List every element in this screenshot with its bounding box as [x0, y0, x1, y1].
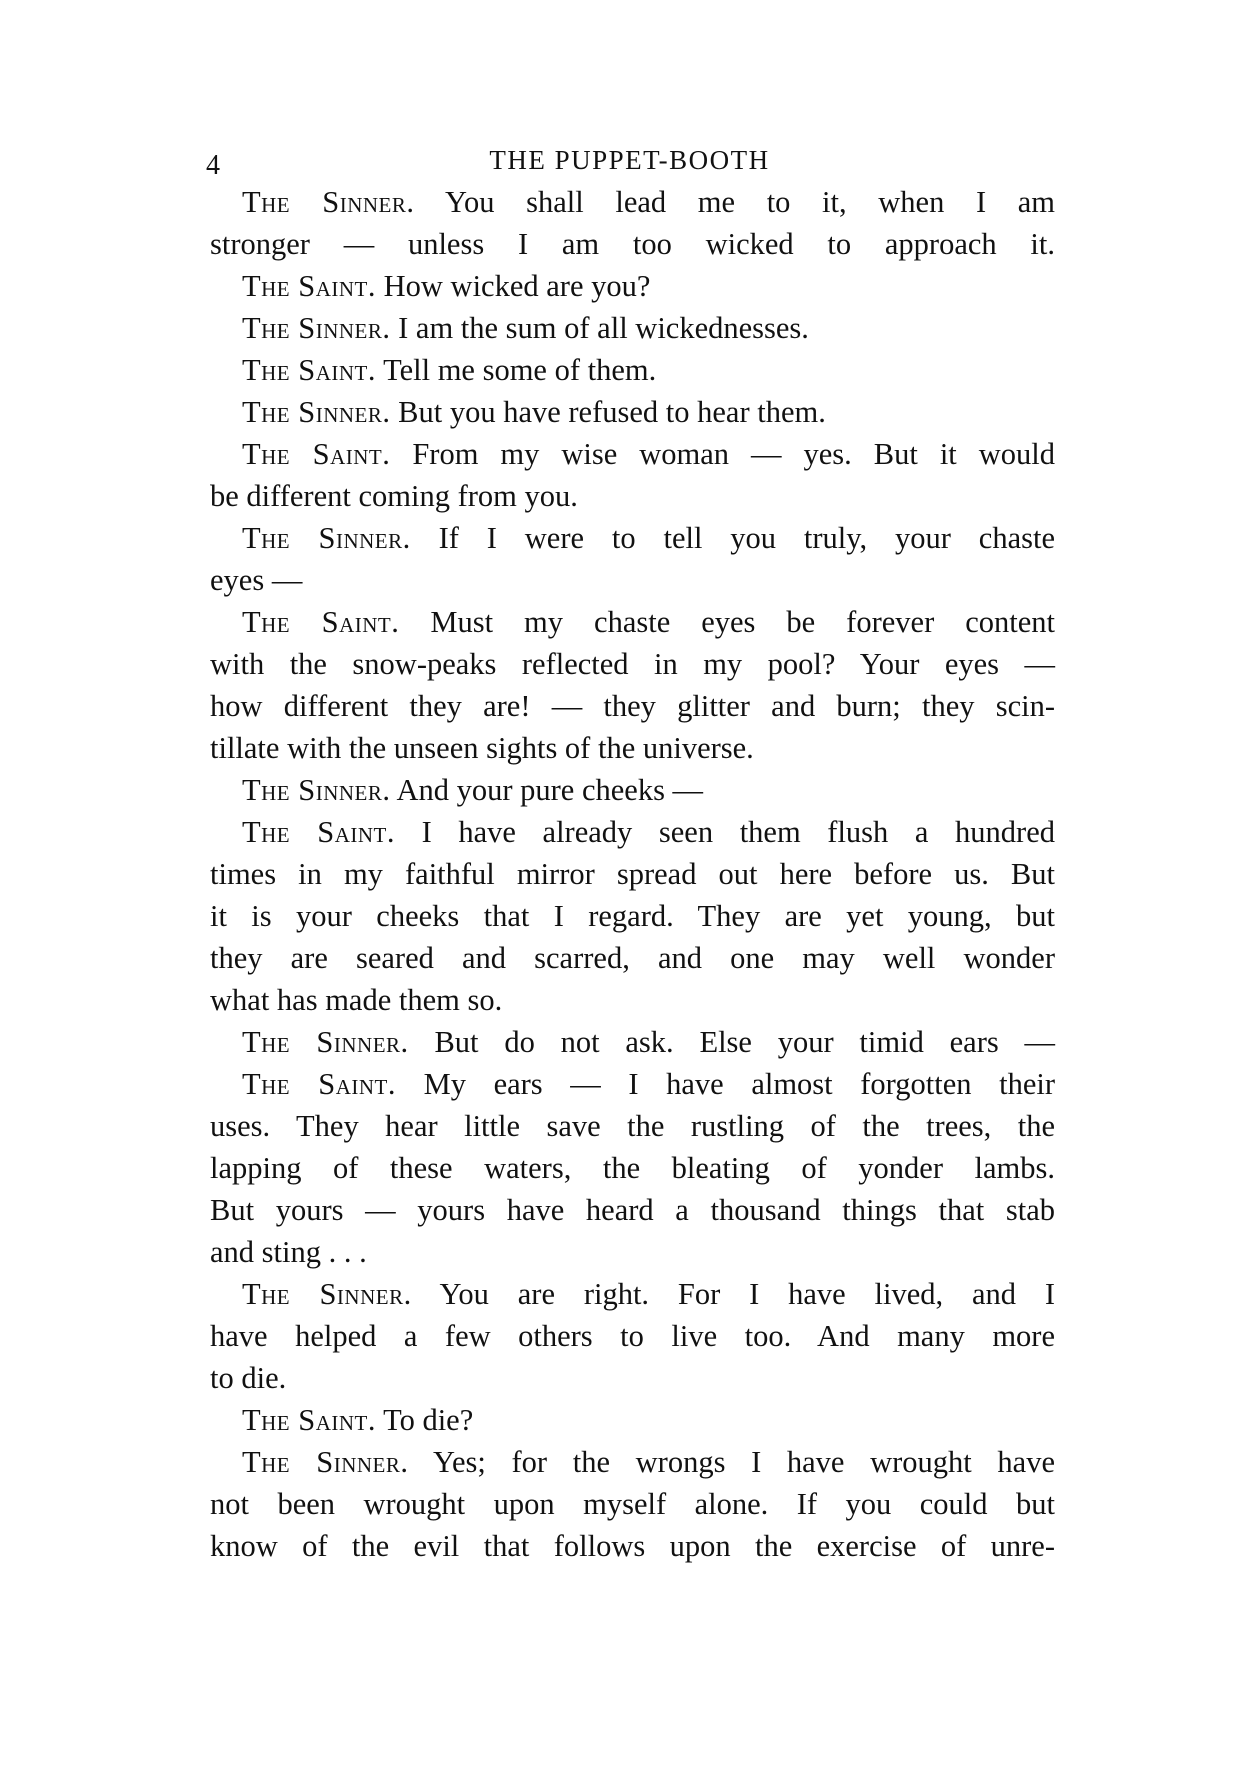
text-line — [210, 937, 1055, 979]
speaker-name: The Sinner. — [242, 1445, 409, 1479]
speaker-name: The Sinner. — [242, 311, 391, 345]
text-line — [242, 1273, 1055, 1315]
line-text: be different coming from you. — [210, 479, 578, 513]
line-text: not been wrought upon myself alone. If you could but — [210, 1487, 1055, 1521]
text-line — [210, 979, 1055, 1021]
text-line — [242, 1441, 1055, 1483]
speaker-name: The Saint. — [242, 815, 395, 849]
line-text: it is your cheeks that I regard. They are yet young, but — [210, 899, 1055, 933]
text-line — [210, 1357, 1055, 1399]
line-text: But you have refused to hear them. — [398, 395, 826, 429]
text-line — [242, 1021, 1055, 1063]
text-line — [242, 181, 1055, 223]
line-text: I have already seen them flush a hundred — [421, 815, 1055, 849]
speaker-name: The Sinner. — [242, 1277, 412, 1311]
line-text: To die? — [383, 1403, 474, 1437]
page-number: 4 — [206, 150, 220, 181]
line-text: I am the sum of all wickednesses. — [398, 311, 809, 345]
line-text: times in my faithful mirror spread out here before us. But — [210, 857, 1055, 891]
text-line — [210, 1189, 1055, 1231]
line-text: Yes; for the wrongs I have wrought have — [433, 1445, 1055, 1479]
line-text: How wicked are you? — [383, 269, 651, 303]
line-text: have helped a few others to live too. And many more — [210, 1319, 1055, 1353]
line-text: uses. They hear little save the rustling of the trees, the — [210, 1109, 1055, 1143]
speaker-name: The Sinner. — [242, 521, 411, 555]
line-text: If I were to tell you truly, your chaste — [438, 521, 1055, 555]
speaker-name: The Saint. — [242, 437, 391, 471]
line-text: with the snow-peaks reflected in my pool? Your eyes — — [210, 647, 1055, 681]
text-line — [210, 643, 1055, 685]
speaker-name: The Saint. — [242, 1067, 396, 1101]
text-line — [242, 265, 1055, 307]
text-line — [242, 1063, 1055, 1105]
text-line — [242, 349, 1055, 391]
line-text: tillate with the unseen sights of the universe. — [210, 731, 754, 765]
text-line — [242, 517, 1055, 559]
text-line — [210, 685, 1055, 727]
speaker-name: The Saint. — [242, 269, 376, 303]
text-line — [210, 853, 1055, 895]
text-line — [210, 1525, 1055, 1567]
line-text: to die. — [210, 1361, 287, 1395]
text-line — [210, 1231, 1055, 1273]
line-text: From my wise woman — yes. But it would — [412, 437, 1056, 471]
line-text: how different they are! — they glitter and burn; they scin- — [210, 689, 1055, 723]
speaker-name: The Sinner. — [242, 395, 391, 429]
text-line — [210, 475, 1055, 517]
text-line — [242, 433, 1055, 475]
text-line — [210, 1315, 1055, 1357]
text-line — [210, 1147, 1055, 1189]
line-text: But yours — yours have heard a thousand things that stab — [210, 1193, 1055, 1227]
speaker-name: The Saint. — [242, 1403, 376, 1437]
speaker-name: The Sinner. — [242, 1025, 409, 1059]
line-text: stronger — unless I am too wicked to approach it. — [210, 227, 1055, 261]
text-line — [210, 727, 1055, 769]
line-text: know of the evil that follows upon the exercise of unre- — [210, 1529, 1055, 1563]
line-text: And your pure cheeks — — [396, 773, 704, 807]
line-text: eyes — — [210, 563, 303, 597]
text-line — [242, 769, 1055, 811]
text-line — [242, 811, 1055, 853]
text-line — [242, 307, 1055, 349]
line-text: You are right. For I have lived, and I — [439, 1277, 1056, 1311]
running-title: THE PUPPET-BOOTH — [489, 145, 770, 175]
line-text: My ears — I have almost forgotten their — [423, 1067, 1056, 1101]
line-text: But do not ask. Else your timid ears — — [434, 1025, 1056, 1059]
text-line — [242, 601, 1055, 643]
speaker-name: The Saint. — [242, 605, 400, 639]
line-text: they are seared and scarred, and one may well wonder — [210, 941, 1055, 975]
speaker-name: The Sinner. — [242, 185, 415, 219]
speaker-name: The Sinner. — [242, 773, 391, 807]
line-text: what has made them so. — [210, 983, 503, 1017]
line-text: Tell me some of them. — [383, 353, 657, 387]
text-line — [210, 559, 1055, 601]
line-text: and sting . . . — [210, 1235, 367, 1269]
speaker-name: The Saint. — [242, 353, 376, 387]
text-line — [242, 1399, 1055, 1441]
line-text: You shall lead me to it, when I am — [445, 185, 1056, 219]
text-line — [210, 1483, 1055, 1525]
line-text: Must my chaste eyes be forever content — [430, 605, 1055, 639]
text-line — [210, 223, 1055, 265]
text-line — [242, 391, 1055, 433]
line-text: lapping of these waters, the bleating of yonder lambs. — [210, 1151, 1055, 1185]
text-line — [210, 1105, 1055, 1147]
text-line — [210, 895, 1055, 937]
